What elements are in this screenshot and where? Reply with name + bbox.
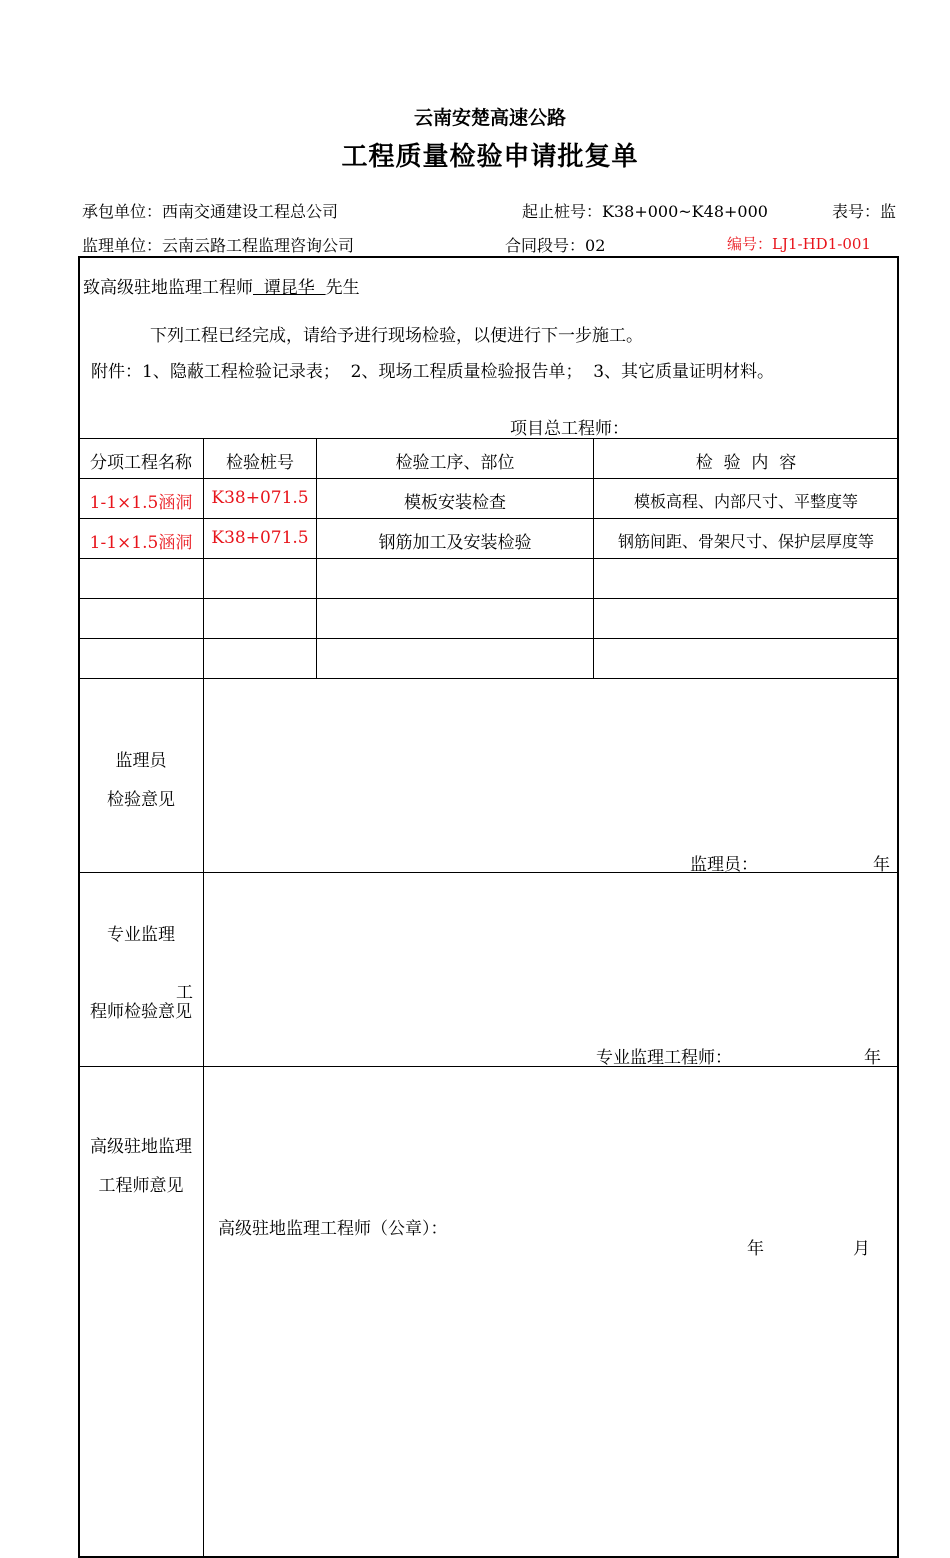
contract-section-value: 02 bbox=[585, 236, 606, 255]
specialist-sign-label: 专业监理工程师： bbox=[596, 1048, 732, 1068]
table-row-line bbox=[78, 638, 899, 639]
request-body: 下列工程已经完成，请给予进行现场检验，以便进行下一步施工。 bbox=[150, 326, 643, 346]
label-column-line bbox=[203, 438, 204, 1556]
table-header-station: 检验桩号 bbox=[226, 453, 294, 473]
senior-section-label-1: 高级驻地监理 bbox=[90, 1137, 192, 1157]
table-cell-station: K38+071.5 bbox=[211, 488, 309, 508]
table-cell-item-name: 1-1×1.5涵洞 bbox=[89, 533, 193, 553]
inspector-year-label: 年 bbox=[873, 855, 890, 875]
supervisor-value: 云南云路工程监理咨询公司 bbox=[162, 236, 355, 255]
addressee-suffix: 先生 bbox=[325, 278, 360, 298]
supervisor-field bbox=[82, 233, 354, 256]
contractor-field bbox=[82, 199, 338, 222]
table-header-process: 检验工序、部位 bbox=[395, 453, 515, 473]
serial-number-label: 编号： bbox=[727, 235, 773, 253]
table-cell-content: 钢筋间距、骨架尺寸、保护层厚度等 bbox=[617, 532, 874, 551]
specialist-section-label-3: 程师检验意见 bbox=[90, 1002, 192, 1022]
document-subtitle: 云南安楚高速公路 bbox=[413, 107, 566, 129]
section-divider bbox=[78, 872, 899, 873]
inspector-section-label-1: 监理员 bbox=[115, 751, 167, 771]
contract-section-field bbox=[505, 233, 605, 256]
serial-number-value: LJ1-HD1-001 bbox=[772, 235, 871, 253]
section-divider bbox=[78, 1066, 899, 1067]
table-cell-process: 钢筋加工及安装检验 bbox=[378, 533, 532, 553]
table-cell-process: 模板安装检查 bbox=[404, 493, 506, 513]
station-range-field bbox=[522, 199, 768, 222]
table-header-item-name: 分项工程名称 bbox=[90, 453, 192, 473]
form-number-field bbox=[832, 199, 896, 222]
specialist-section-label-1: 专业监理 bbox=[107, 925, 175, 945]
addressee-line bbox=[83, 273, 360, 298]
table-header-content: 检 验 内 容 bbox=[695, 453, 797, 473]
senior-year-label: 年 bbox=[747, 1239, 764, 1259]
contractor-label: 承包单位： bbox=[82, 202, 163, 221]
table-bottom-line bbox=[78, 678, 899, 679]
station-range-label: 起止桩号： bbox=[522, 202, 603, 221]
table-row-line bbox=[78, 558, 899, 559]
contract-section-label: 合同段号： bbox=[505, 236, 586, 255]
table-top-line bbox=[78, 438, 899, 439]
senior-month-label: 月 bbox=[853, 1239, 870, 1259]
senior-sign-label: 高级驻地监理工程师（公章）： bbox=[218, 1219, 448, 1239]
table-cell-station: K38+071.5 bbox=[211, 528, 309, 548]
attachments-line: 附件：1、隐蔽工程检验记录表； 2、现场工程质量检验报告单； 3、其它质量证明材料。 bbox=[91, 362, 775, 382]
inspector-sign-label: 监理员： bbox=[690, 855, 758, 875]
document-title: 工程质量检验申请批复单 bbox=[341, 142, 639, 172]
form-number-label: 表号： bbox=[832, 202, 881, 221]
table-cell-item-name: 1-1×1.5涵洞 bbox=[89, 493, 193, 513]
table-cell-content: 模板高程、内部尺寸、平整度等 bbox=[633, 492, 858, 511]
engineer-name: 谭昆华 bbox=[253, 278, 326, 298]
addressee-prefix: 致高级驻地监理工程师 bbox=[83, 278, 253, 298]
table-row-line bbox=[78, 598, 899, 599]
inspector-section-label-2: 检验意见 bbox=[107, 790, 175, 810]
station-range-value: K38+000~K48+000 bbox=[602, 202, 768, 221]
serial-number-field bbox=[727, 233, 871, 254]
table-row-line bbox=[78, 478, 899, 479]
table-column-line bbox=[316, 438, 317, 678]
supervisor-label: 监理单位： bbox=[82, 236, 163, 255]
contractor-value: 西南交通建设工程总公司 bbox=[162, 202, 339, 221]
table-column-line bbox=[593, 438, 594, 678]
table-row-line bbox=[78, 518, 899, 519]
specialist-year-label: 年 bbox=[864, 1048, 881, 1068]
chief-engineer-label: 项目总工程师： bbox=[510, 419, 629, 439]
form-number-value: 监 bbox=[880, 202, 897, 221]
specialist-section-label-2: 工 bbox=[176, 983, 193, 1003]
senior-section-label-2: 工程师意见 bbox=[98, 1176, 184, 1196]
